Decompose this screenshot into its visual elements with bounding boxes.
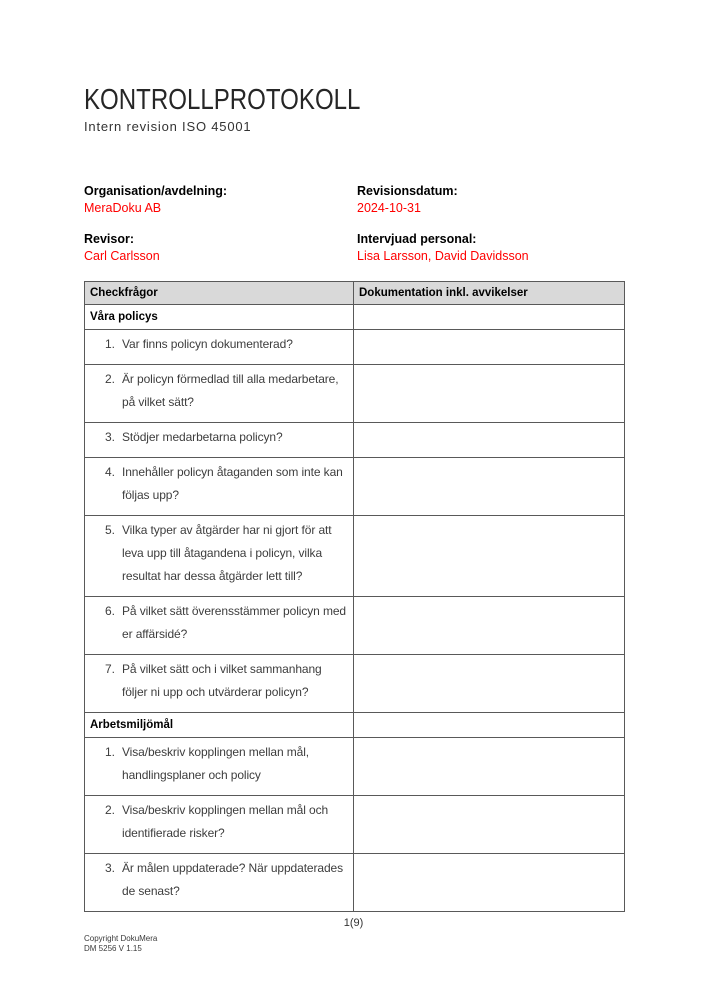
field-revisor <box>84 230 357 264</box>
question-number: 3. <box>104 430 115 444</box>
question-cell <box>85 458 354 516</box>
question-text: Visa/beskriv kopplingen mellan mål och identifierade risker? <box>122 803 329 840</box>
question-text: Var finns policyn dokumenterad? <box>122 337 293 351</box>
question-cell <box>85 330 354 365</box>
documentation-cell[interactable] <box>354 738 625 796</box>
field-value: Carl Carlsson <box>84 249 160 263</box>
header-fields <box>84 182 624 264</box>
section-row <box>85 713 625 738</box>
question-row <box>85 796 625 854</box>
question-number: 1. <box>104 337 115 351</box>
field-revisionsdatum <box>357 182 624 216</box>
table-header-checkfragor: Checkfrågor <box>85 282 354 305</box>
page-number: 1(9) <box>343 917 364 929</box>
documentation-cell[interactable] <box>354 330 625 365</box>
question-row <box>85 423 625 458</box>
question-cell <box>85 516 354 597</box>
question-row <box>85 738 625 796</box>
question-number: 7. <box>104 662 115 676</box>
documentation-cell[interactable] <box>354 655 625 713</box>
question-cell <box>85 365 354 423</box>
documentation-cell[interactable] <box>354 365 625 423</box>
question-row <box>85 516 625 597</box>
question-row <box>85 597 625 655</box>
question-number: 2. <box>104 372 115 386</box>
table-header-row <box>85 282 625 305</box>
field-value: Lisa Larsson, David Davidsson <box>357 249 529 263</box>
copyright-line2: DM 5256 V 1.15 <box>84 944 142 953</box>
question-text: På vilket sätt och i vilket sammanhang följer ni upp och utvärderar policyn? <box>122 662 322 699</box>
question-text: Är målen uppdaterade? När uppdaterades de senast? <box>122 861 344 898</box>
question-row <box>85 365 625 423</box>
question-cell <box>85 796 354 854</box>
section-title: Arbetsmiljömål <box>85 713 354 738</box>
documentation-cell[interactable] <box>354 796 625 854</box>
field-label: Intervjuad personal: <box>357 232 477 246</box>
documentation-cell[interactable] <box>354 713 625 738</box>
question-number: 2. <box>104 803 115 817</box>
field-intervjuad-personal <box>357 230 624 264</box>
document-title: KONTROLLPROTOKOLL <box>84 84 361 116</box>
question-text: Innehåller policyn åtaganden som inte kan följas upp? <box>122 465 343 502</box>
section-row <box>85 305 625 330</box>
documentation-cell[interactable] <box>354 854 625 912</box>
field-label: Organisation/avdelning: <box>84 184 228 198</box>
question-row <box>85 458 625 516</box>
question-number: 4. <box>104 465 115 479</box>
question-number: 5. <box>104 523 115 537</box>
question-row <box>85 655 625 713</box>
question-cell <box>85 423 354 458</box>
question-cell <box>85 854 354 912</box>
checklist-body <box>85 305 625 912</box>
question-cell <box>85 655 354 713</box>
documentation-cell[interactable] <box>354 458 625 516</box>
checklist-table <box>84 281 625 912</box>
question-text: Vilka typer av åtgärder har ni gjort för att leva upp till åtagandena i policyn, vilka resultat har dessa åtgärder lett till? <box>122 523 332 583</box>
question-text: Är policyn förmedlad till alla medarbetare, på vilket sätt? <box>122 372 339 409</box>
field-label: Revisionsdatum: <box>357 184 458 198</box>
question-text: Visa/beskriv kopplingen mellan mål, handlingsplaner och policy <box>122 745 310 782</box>
document-subtitle: Intern revision ISO 45001 <box>84 119 252 134</box>
field-value: MeraDoku AB <box>84 201 162 215</box>
question-number: 3. <box>104 861 115 875</box>
table-header-dokumentation: Dokumentation inkl. avvikelser <box>354 282 625 305</box>
documentation-cell[interactable] <box>354 516 625 597</box>
question-number: 6. <box>104 604 115 618</box>
question-row <box>85 854 625 912</box>
copyright <box>84 934 157 954</box>
question-cell <box>85 597 354 655</box>
question-text: Stödjer medarbetarna policyn? <box>122 430 283 444</box>
question-text: På vilket sätt överensstämmer policyn med er affärsidé? <box>122 604 346 641</box>
question-number: 1. <box>104 745 115 759</box>
documentation-cell[interactable] <box>354 423 625 458</box>
question-row <box>85 330 625 365</box>
field-organisation <box>84 182 357 216</box>
copyright-line1: Copyright DokuMera <box>84 934 158 943</box>
field-label: Revisor: <box>84 232 135 246</box>
documentation-cell[interactable] <box>354 305 625 330</box>
question-cell <box>85 738 354 796</box>
section-title: Våra policys <box>85 305 354 330</box>
documentation-cell[interactable] <box>354 597 625 655</box>
field-value: 2024-10-31 <box>357 201 421 215</box>
